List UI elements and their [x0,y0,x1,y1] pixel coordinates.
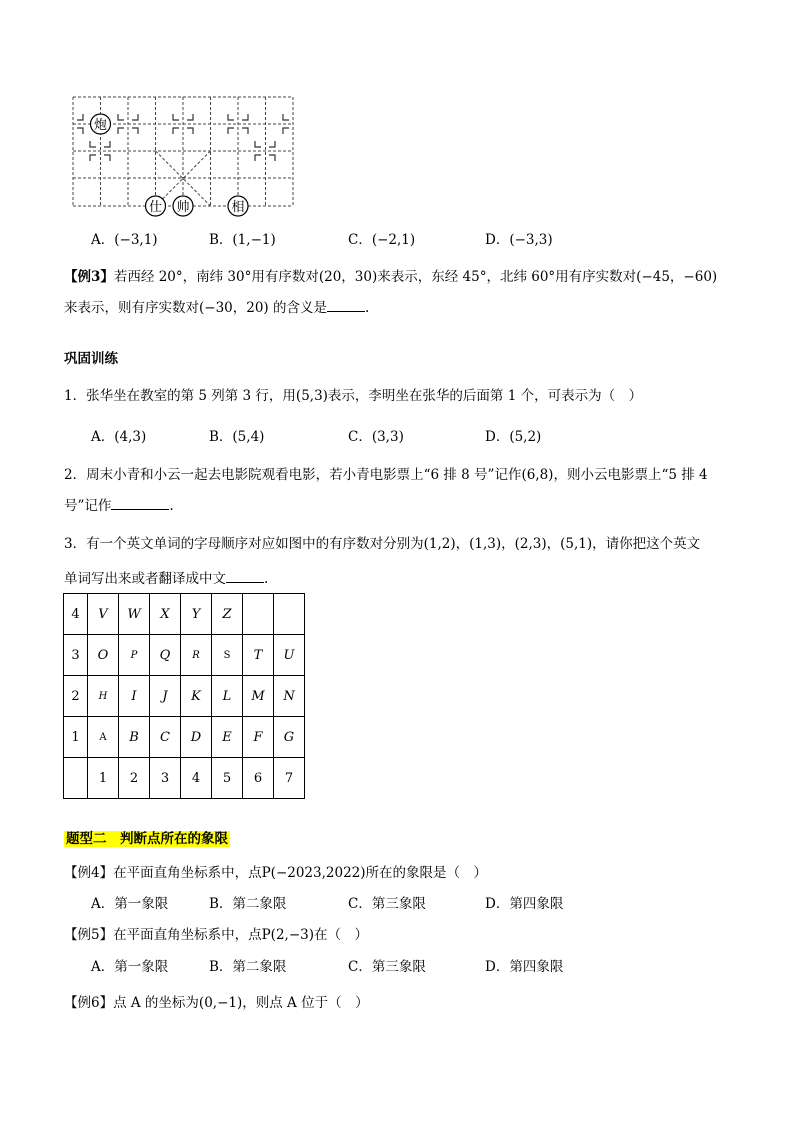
svg-text:炮: 炮 [93,118,108,133]
answer-blank [226,570,264,583]
option-a: A．(−3,1) [91,232,158,248]
table-row: 1 2 3 4 5 6 7 [64,758,305,799]
ex5-option-d: D．第四象限 [485,959,564,975]
chess-piece-xiang [228,196,248,216]
option-d: D．(−3,3) [485,232,553,248]
option-c: C．(−2,1) [348,232,416,248]
answer-blank [111,497,169,510]
svg-text:帅: 帅 [176,200,190,215]
ex5-option-a: A．第一象限 [91,959,169,975]
section-heading-type2: 题型二 判断点所在的象限 [66,831,228,847]
ex4-option-a: A．第一象限 [91,896,169,912]
svg-text:相: 相 [231,200,245,215]
q1-option-c: C．(3,3) [348,429,404,445]
example-3-line2: 来表示，则有序实数对(−30，20) 的含义是 . [64,300,370,316]
example-5: 【例5】在平面直角坐标系中，点P(2,−3)在（ ） [64,927,368,943]
chess-board-figure [70,94,300,218]
question-1: 1．张华坐在教室的第 5 列第 3 行，用(5,3)表示，李明坐在张华的后面第 1 个，可表示为（ ） [64,388,643,404]
question-2-line2: 号”记作 . [64,498,174,514]
q1-option-b: B．(5,4) [209,429,265,445]
ex4-option-d: D．第四象限 [485,896,564,912]
section-title: 巩固训练 [64,351,118,367]
option-b: B．(1,−1) [209,232,276,248]
q1-option-d: D．(5,2) [485,429,542,445]
question-3-line2: 单词写出来或者翻译成中文 . [64,571,269,587]
ex4-option-b: B．第二象限 [209,896,287,912]
example-6: 【例6】点 A 的坐标为(0,−1)，则点 A 位于（ ） [64,995,369,1011]
answer-blank [327,299,365,312]
table-row: 1 A B C D E F G [64,717,305,758]
question-2-line1: 2．周末小青和小云一起去电影院观看电影，若小青电影票上“6 排 8 号”记作(6,8)，则小云电影票上“5 排 4 [64,467,708,483]
table-row: 2 H I J K L M N [64,676,305,717]
question-3-line1: 3．有一个英文单词的字母顺序对应如图中的有序数对分别为(1,2)，(1,3)，(2,3)，(5,1)，请你把这个英文 [64,536,701,552]
table-row: 3 O P Q R S T U [64,635,305,676]
ex5-option-c: C．第三象限 [348,959,426,975]
svg-text:仕: 仕 [148,200,163,215]
example-4: 【例4】在平面直角坐标系中，点P(−2023,2022)所在的象限是（ ） [64,865,488,881]
example-3-line1: 【例3】若西经 20°，南纬 30°用有序数对(20，30)来表示，东经 45°，北纬 60°用有序实数对(−45，−60) [64,269,718,285]
ex5-option-b: B．第二象限 [209,959,287,975]
table-row: 4 V W X Y Z [64,594,305,635]
ex4-option-c: C．第三象限 [348,896,426,912]
letter-grid-table [63,593,305,799]
example-label: 【例3】 [64,269,114,285]
chess-piece-shuai [173,196,193,216]
q1-option-a: A．(4,3) [91,429,147,445]
chess-piece-shi [146,196,166,216]
chess-piece-pao [91,114,111,134]
